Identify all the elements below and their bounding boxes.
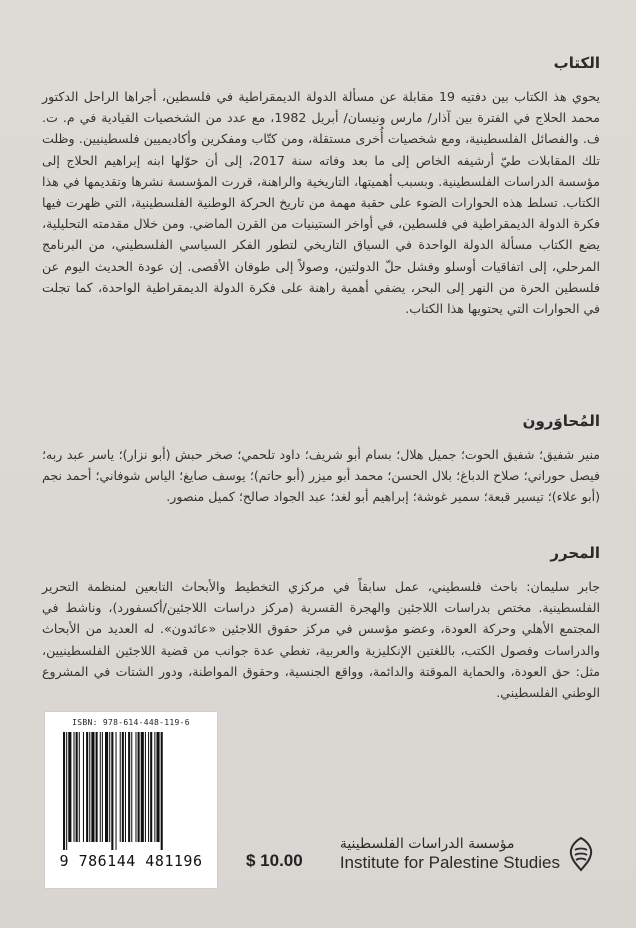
publisher-name-english: Institute for Palestine Studies [339, 853, 560, 872]
interlocutors-list: منير شفيق؛ شفيق الحوت؛ جميل هلال؛ بسام أبو شريف؛ داود تلحمي؛ صخر حبش (أبو نزار)؛ ياسر عبد ربه؛ فيصل حوراني؛ صلاح الدباغ؛ بلال الحسن؛ محمد أبو ميزر (أبو حاتم)؛ يوسف صايغ؛ الياس شوفاني؛ أحمد نجم (أبو علاء)؛ تيسير قبعة؛ سمير غوشة؛ إبراهيم أبو لغد؛ عبد الجواد صالح؛ كميل منصور. [42, 447, 600, 505]
isbn-label: ISBN: 978-614-448-119-6 [72, 718, 190, 727]
editor-heading: المحرر [550, 544, 600, 562]
publisher-logo [340, 835, 596, 873]
ips-logo-icon [566, 836, 596, 872]
price-label: $ 10.00 [246, 851, 303, 870]
barcode [44, 711, 218, 889]
interlocutors-heading: المُحاوَرون [522, 412, 600, 430]
barcode-digits: 9 786144 481196 [59, 852, 203, 870]
book-section [42, 54, 600, 319]
editor-bio: جابر سليمان: باحث فلسطيني، عمل سابقاً في مركزي التخطيط والأبحاث التابعين لمنظمة التحرير الفلسطينية. مختص بدراسات اللاجئين والهجرة القسرية (مركز دراسات اللاجئين/أكسفورد)، وناشط في المجتمع الأهلي وحركة العودة، وعضو مؤسس في مركز حقوق اللاجئين «عائدون». له العديد من الأبحاث والدراسات وفصول الكتب، باللغتين الإنكليزية والعربية، تغطي عدة جوانب من قضية اللاجئين الفلسطينيين، مثل: حق العودة، والحماية الموقتة والدائمة، وواقع الجنسية، وحقوق المواطنة، ودور الشتات في المشروع الوطني الفلسطيني. [42, 579, 600, 701]
editor-section [42, 544, 600, 703]
interlocutors-section [42, 412, 600, 508]
book-heading: الكتاب [553, 54, 600, 72]
publisher-name [340, 835, 560, 873]
book-description: يحوي هذ الكتاب بين دفتيه 19 مقابلة عن مسألة الدولة الديمقراطية في فلسطين، أجراها الراحل الدكتور محمد الحلاج في الفترة بين آذار/ مارس ونيسان/ أبريل 1982، مع عدد من الشخصيات القيادية في م. ت. ف. والفصائل الفلسطينية، ومع شخصيات أُخرى مستقلة، ومن كتّاب ومفكرين وأكاديميين فلسطينيين. وظلت تلك المقابلات طيّ أرشيفه الخاص إلى ما بعد وفاته سنة 2017، إلى أن حوّلها ابنه إبراهيم الحلاج إلى مؤسسة الدراسات الفلسطينية. وبسبب أهميتها، التاريخية والراهنة، قررت المؤسسة نشرها وتقديمها في هذا الكتاب. تسلط هذه الحوارات الضوء على حقبة مهمة من تاريخ الحركة الوطنية الفلسطينية، التي ظهرت فيها فكرة الدولة الديمقراطية في فلسطين، في أواخر الستينيات من القرن الماضي. ومن خلال مقدمته التحليلية، يضع الكتاب مسألة الدولة الواحدة في السياق التاريخي لتطور الفكر السياسي الفلسطيني، من البرنامج المرحلي، إلى اتفاقيات أوسلو وفشل حلّ الدولتين، وصولاً إلى طوفان الأقصى. إن عودة الحديث اليوم عن فلسطين الحرة من النهر إلى البحر، يضفي أهمية راهنة على فكرة الدولة الديمقراطية الواحدة، كما تجلت في الحوارات التي يحتويها هذا الكتاب. [42, 89, 600, 317]
barcode-bars [63, 732, 199, 850]
publisher-name-arabic: مؤسسة الدراسات الفلسطينية [339, 836, 515, 852]
